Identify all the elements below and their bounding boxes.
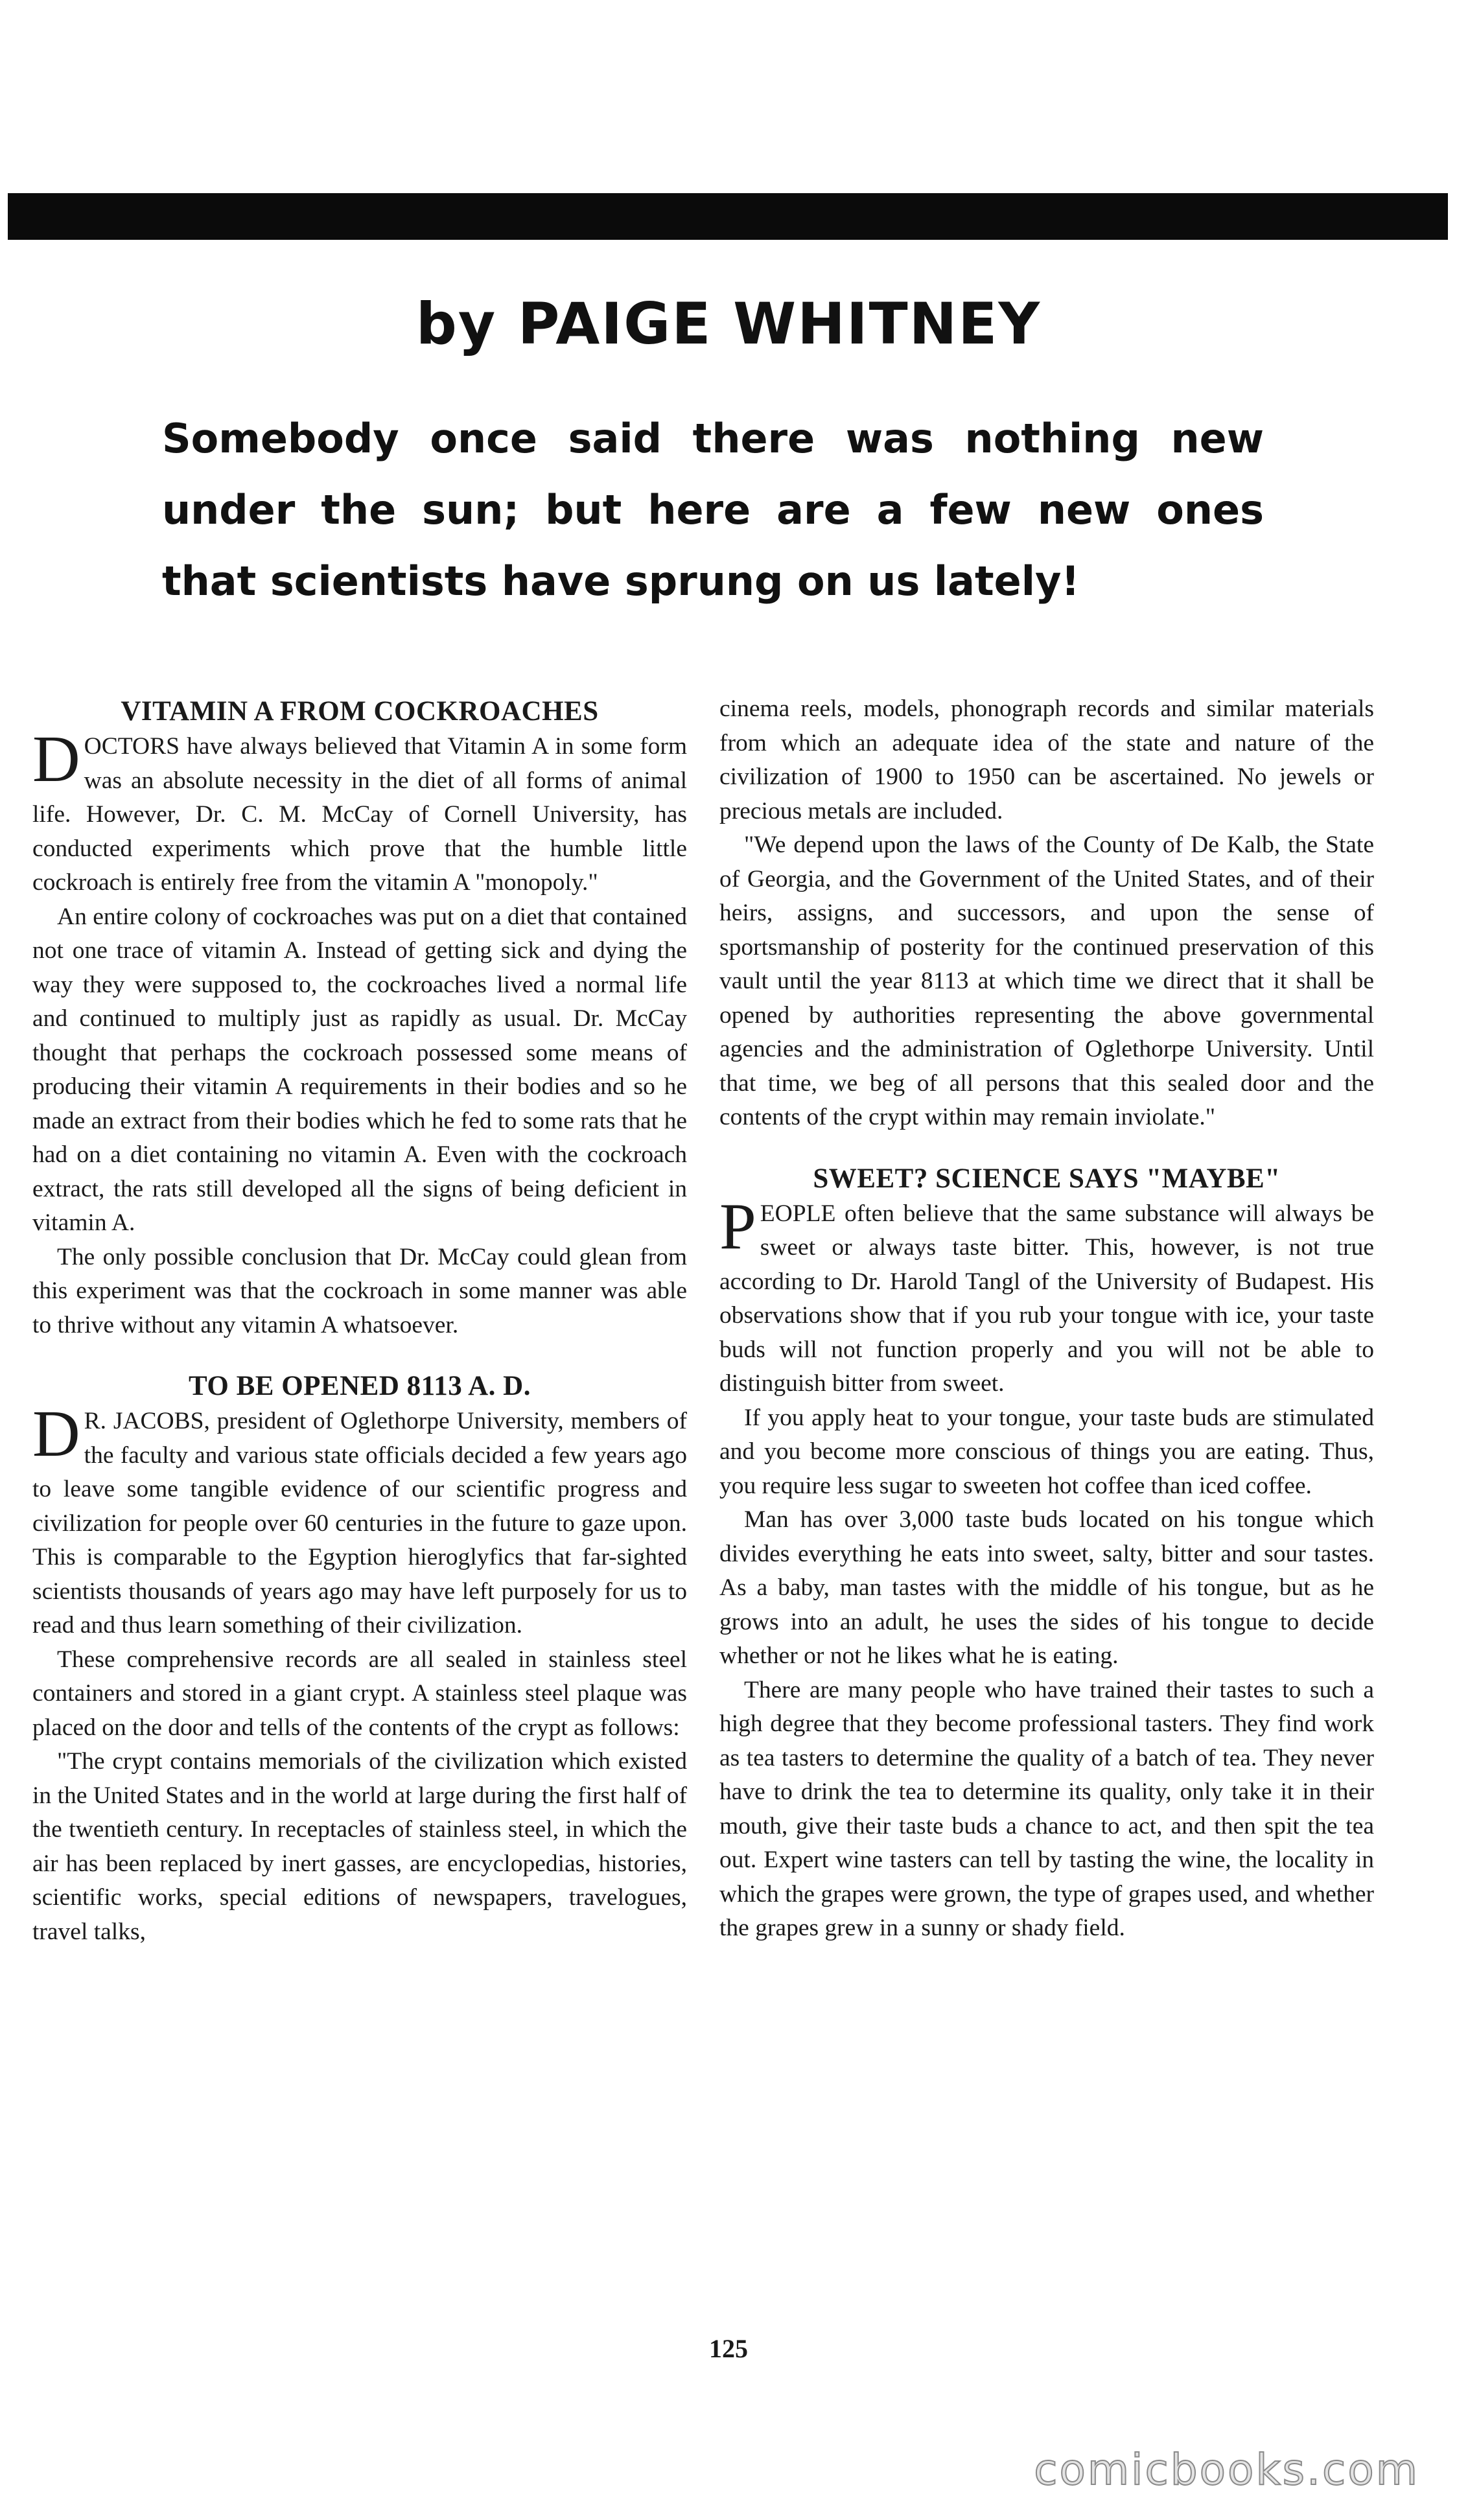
sweet-paragraph-1 bbox=[719, 1189, 1374, 1401]
opened-paragraph-2: These comprehensive records are all sealed in stainless steel containers and stored in a giant crypt. A stainless steel plaque was placed on the door and tells of the contents of the crypt as follows: bbox=[32, 1646, 687, 1741]
right-column bbox=[719, 692, 1374, 1946]
sweet-paragraph-3: Man has over 3,000 taste buds located on his tongue which divides everything he eats into sweet, salty, bitter and sour tastes. As a baby, man tastes with the middle of his tongue, but as he grows into an adult, he uses the sides of his tongue to decide whether or not he likes what he is eating. bbox=[719, 1506, 1374, 1669]
page-number: 125 bbox=[709, 2334, 748, 2363]
section-heading-sweet: SWEET? SCIENCE SAYS "MAYBE" bbox=[813, 1163, 1281, 1194]
header-rule bbox=[8, 193, 1448, 240]
article-subtitle: Somebody once said there was nothing new under the sun; but here are a few new ones that scientists have sprung on us lately! bbox=[162, 415, 1264, 605]
opened-continued-paragraph-2: "We depend upon the laws of the County of De Kalb, the State of Georgia, and the Government of the United States, and of their heirs, assigns, and successors, and upon the sense of sportsmanship of posterity for the continued preservation of this vault until the year 8113 at which time we direct that it shall be opened by authorities representing the above governmental agencies and the administration of Oglethorpe University. Until that time, we beg of all persons that this sealed door and the contents of the crypt within may remain inviolate." bbox=[719, 832, 1374, 1130]
left-column bbox=[32, 694, 687, 1949]
dropcap: P bbox=[719, 1189, 756, 1263]
dropcap: D bbox=[32, 723, 80, 796]
vitamin-paragraph-1 bbox=[32, 723, 687, 900]
vitamin-paragraph-2: An entire colony of cockroaches was put on a diet that contained not one trace of vitamin A. Instead of getting sick and dying the way they were supposed to, the cockroaches lived a normal life and continued to multiply just as rapidly as usual. Dr. McCay thought that perhaps the cockroach possessed some means of producing their vitamin A requirements in their bodies and so he made an extract from their bodies which he fed to some rats that he had on a diet containing no vitamin A. Even with the cockroach extract, the rats still developed all the signs of being deficient in vitamin A. bbox=[32, 903, 687, 1236]
opened-continued-paragraph-1: cinema reels, models, phonograph records and similar materials from which an adequate idea of the state and nature of the civilization of 1900 to 1950 can be ascertained. No jewels or precious metals are included. bbox=[719, 695, 1374, 824]
byline: by PAIGE WHITNEY bbox=[415, 290, 1042, 357]
opened-paragraph-1 bbox=[32, 1397, 687, 1643]
sweet-paragraph-2: If you apply heat to your tongue, your taste buds are stimulated and you become more conscious of things you are eating. Thus, you require less sugar to sweeten hot coffee than iced coffee. bbox=[719, 1404, 1374, 1499]
watermark: comicbooks.com bbox=[1034, 2445, 1419, 2495]
section-heading-opened: TO BE OPENED 8113 A. D. bbox=[188, 1371, 531, 1401]
dropcap: D bbox=[32, 1397, 80, 1471]
section-heading-vitamin: VITAMIN A FROM COCKROACHES bbox=[121, 696, 599, 727]
opened-paragraph-3: "The crypt contains memorials of the civilization which existed in the United States and in the world at large during the first half of the twentieth century. In receptacles of stainless steel, in which the air has been replaced by inert gasses, are encyclopedias, histories, scientific works, special editions of newspapers, travelogues, travel talks, bbox=[32, 1748, 687, 1945]
sweet-paragraph-1-text: EOPLE often believe that the same substance will always be sweet or always taste bitter. This, however, is not true according to Dr. Harold Tangl of the University of Budapest. His observations show that if you rub your tongue with ice, your taste buds will not function properly and you will not be able to distinguish bitter from sweet. bbox=[719, 1200, 1374, 1397]
vitamin-paragraph-1-text: OCTORS have always believed that Vitamin A in some form was an absolute necessity in the diet of all forms of animal life. However, Dr. C. M. McCay of Cornell University, has conducted experiments which prove that the humble little cockroach is entirely free from the vitamin A "monopoly." bbox=[32, 733, 687, 896]
sweet-paragraph-4: There are many people who have trained their tastes to such a high degree that they become professional tasters. They find work as tea tasters to determine the quality of a batch of tea. They never have to drink the tea to determine its quality, only take it in their mouth, give their taste buds a chance to act, and then spit the tea out. Expert wine tasters can tell by tasting the wine, the locality in which the grapes were grown, the type of grapes used, and whether the grapes grew in a sunny or shady field. bbox=[719, 1676, 1374, 1941]
opened-paragraph-1-text: R. JACOBS, president of Oglethorpe University, members of the faculty and various state officials decided a few years ago to leave some tangible evidence of our scientific progress and civilization for people over 60 centuries in the future to gaze upon. This is comparable to the Egyption hieroglyfics that far-sighted scientists thousands of years ago may have left purposely for us to read and thus learn something of their civilization. bbox=[32, 1408, 687, 1639]
vitamin-paragraph-3: The only possible conclusion that Dr. McCay could glean from this experiment was that the cockroach in some manner was able to thrive without any vitamin A whatsoever. bbox=[32, 1243, 687, 1338]
